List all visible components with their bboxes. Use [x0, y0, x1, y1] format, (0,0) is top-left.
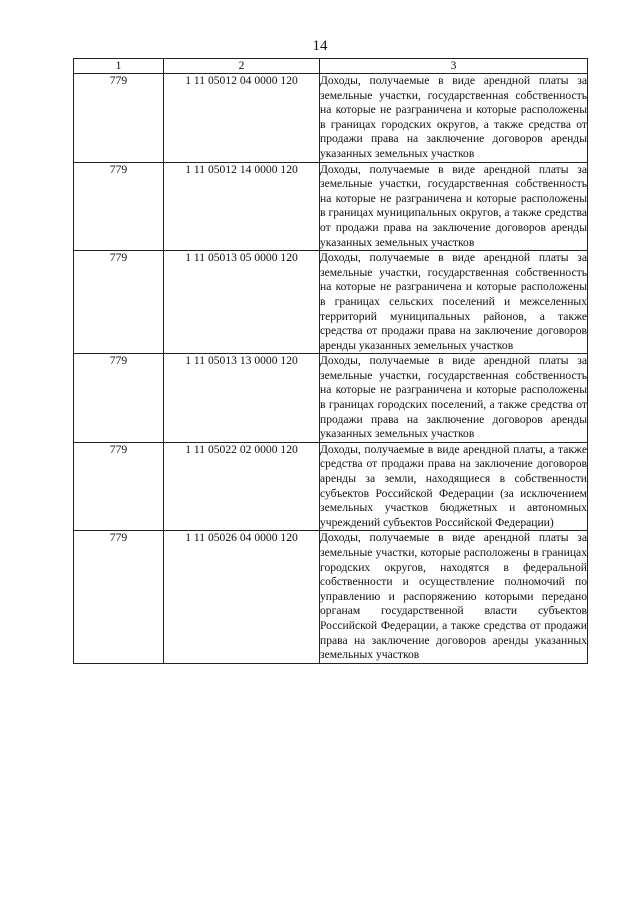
description-cell: Доходы, получаемые в виде арендной платы за земельные участки, государственная собственность на которые не разграничена и которые расположены в границах муниципальных округов, а также средства от продажи права на заключение договоров аренды указанных земельных участков — [320, 162, 588, 251]
table-row — [74, 442, 588, 531]
column-header-2: 2 — [164, 59, 320, 74]
admin-code-cell: 779 — [74, 251, 164, 354]
description-cell: Доходы, получаемые в виде арендной платы за земельные участки, государственная собственность на которые не разграничена и которые расположены в границах сельских поселений и межселенных территорий муниципальных районов, а также средства от продажи права на заключение договоров аренды указанных земельных участков — [320, 251, 588, 354]
table-row — [74, 162, 588, 251]
column-header-1: 1 — [74, 59, 164, 74]
budget-codes-table — [73, 58, 588, 664]
table-row — [74, 251, 588, 354]
kbk-code-cell: 1 11 05013 13 0000 120 — [164, 354, 320, 443]
kbk-code-cell: 1 11 05012 04 0000 120 — [164, 74, 320, 163]
admin-code-cell: 779 — [74, 162, 164, 251]
admin-code-cell: 779 — [74, 442, 164, 531]
kbk-code-cell: 1 11 05012 14 0000 120 — [164, 162, 320, 251]
table-row — [74, 354, 588, 443]
admin-code-cell: 779 — [74, 74, 164, 163]
admin-code-cell: 779 — [74, 354, 164, 443]
admin-code-cell: 779 — [74, 531, 164, 663]
kbk-code-cell: 1 11 05026 04 0000 120 — [164, 531, 320, 663]
description-cell: Доходы, получаемые в виде арендной платы, а также средства от продажи права на заключение договоров аренды за земли, находящиеся в собственности субъектов Российской Федерации (за исключением земельных участков бюджетных и автономных учреждений субъектов Российской Федерации) — [320, 442, 588, 531]
description-cell: Доходы, получаемые в виде арендной платы за земельные участки, которые расположены в границах городских округов, находятся в федеральной собственности и осуществление полномочий по управлению и распоряжению которыми передано органам государственной власти субъектов Российской Федерации, а также средства от продажи права на заключение договоров аренды указанных земельных участков — [320, 531, 588, 663]
description-cell: Доходы, получаемые в виде арендной платы за земельные участки, государственная собственность на которые не разграничена и которые расположены в границах городских поселений, а также средства от продажи права на заключение договоров аренды указанных земельных участков — [320, 354, 588, 443]
table-row — [74, 74, 588, 163]
kbk-code-cell: 1 11 05013 05 0000 120 — [164, 251, 320, 354]
column-header-3: 3 — [320, 59, 588, 74]
kbk-code-cell: 1 11 05022 02 0000 120 — [164, 442, 320, 531]
table-header-row — [74, 59, 588, 74]
table-row — [74, 531, 588, 663]
description-cell: Доходы, получаемые в виде арендной платы за земельные участки, государственная собственность на которые не разграничена и которые расположены в границах городских округов, а также средства от продажи права на заключение договоров аренды указанных земельных участков — [320, 74, 588, 163]
page-number: 14 — [312, 38, 328, 54]
